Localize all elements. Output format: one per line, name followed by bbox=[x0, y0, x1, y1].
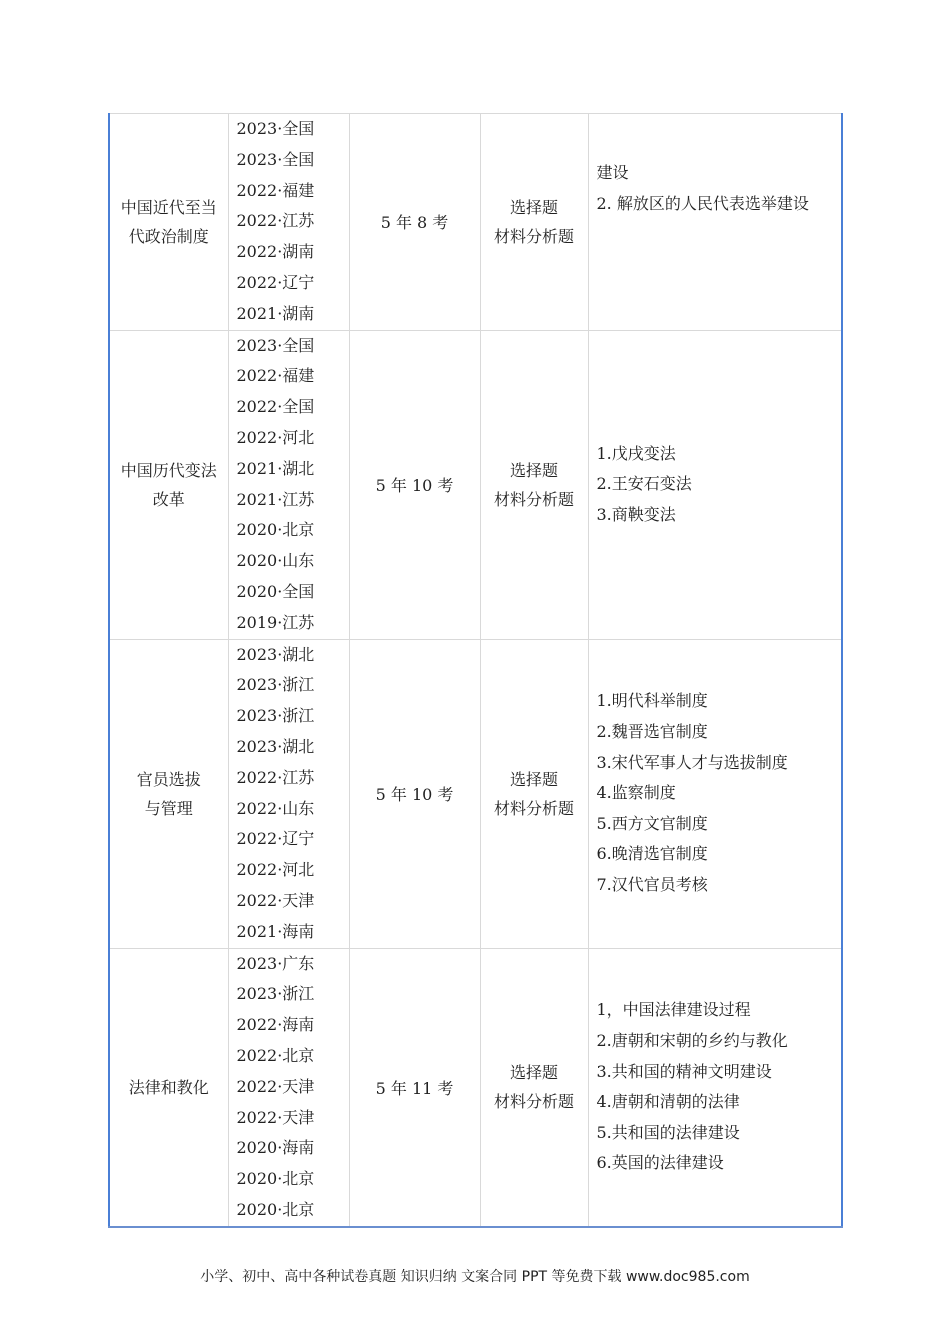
question-type-cell bbox=[480, 639, 588, 948]
exam-item: 2022·天津 bbox=[236, 1076, 315, 1096]
frequency-cell: 5 年 11 考 bbox=[349, 948, 480, 1227]
key-point: 7.汉代官员考核 bbox=[596, 875, 708, 895]
question-type-cell bbox=[480, 114, 588, 331]
exam-item: 2022·辽宁 bbox=[236, 272, 315, 292]
exam-item: 2023·全国 bbox=[236, 119, 315, 138]
exam-item: 2020·北京 bbox=[236, 1169, 315, 1189]
exam-item: 2022·山东 bbox=[236, 798, 315, 818]
topic-line: 中国历代变法 bbox=[120, 460, 217, 480]
topic-line: 改革 bbox=[152, 489, 185, 509]
exam-item: 2022·辽宁 bbox=[236, 829, 315, 849]
question-type: 材料分析题 bbox=[493, 1092, 574, 1112]
key-point: 6.英国的法律建设 bbox=[596, 1153, 724, 1173]
exam-item: 2023·浙江 bbox=[236, 984, 315, 1004]
key-points-cell bbox=[588, 330, 842, 639]
exam-item: 2019·江苏 bbox=[236, 612, 315, 632]
exam-item: 2023·湖北 bbox=[236, 736, 315, 756]
table-row bbox=[109, 330, 842, 639]
topic-line: 官员选拔 bbox=[136, 769, 201, 789]
exam-item: 2022·湖南 bbox=[236, 242, 315, 262]
frequency-cell: 5 年 8 考 bbox=[349, 114, 480, 331]
key-point: 3.共和国的精神文明建设 bbox=[596, 1061, 772, 1081]
exam-item: 2023·广东 bbox=[236, 953, 315, 973]
exam-item: 2022·北京 bbox=[236, 1045, 315, 1065]
key-point: 4.唐朝和清朝的法律 bbox=[596, 1092, 740, 1112]
page-footer: 小学、初中、高中各种试卷真题 知识归纳 文案合同 PPT 等免费下载 www.doc985.com bbox=[200, 1269, 750, 1285]
exam-item: 2022·福建 bbox=[236, 180, 315, 200]
exam-list-cell bbox=[228, 948, 349, 1227]
exam-item: 2021·江苏 bbox=[236, 489, 315, 509]
key-point: 2. 解放区的人民代表选举建设 bbox=[596, 193, 809, 213]
question-type: 选择题 bbox=[509, 1063, 558, 1083]
key-point: 3.商鞅变法 bbox=[596, 504, 676, 524]
exam-item: 2022·天津 bbox=[236, 1107, 315, 1127]
question-type-cell bbox=[480, 330, 588, 639]
exam-item: 2022·河北 bbox=[236, 860, 315, 880]
exam-list-cell bbox=[228, 639, 349, 948]
exam-item: 2022·福建 bbox=[236, 366, 315, 386]
table-row bbox=[109, 114, 842, 331]
topic-line: 中国近代至当 bbox=[120, 197, 217, 217]
key-point: 1.戊戌变法 bbox=[596, 443, 676, 463]
key-points-cell bbox=[588, 114, 842, 331]
key-point: 5.共和国的法律建设 bbox=[596, 1122, 740, 1142]
topic-cell bbox=[109, 948, 228, 1227]
frequency-cell: 5 年 10 考 bbox=[349, 330, 480, 639]
key-points-cell bbox=[588, 639, 842, 948]
exam-item: 2022·全国 bbox=[236, 397, 315, 417]
exam-item: 2021·湖南 bbox=[236, 303, 315, 323]
topic-cell bbox=[109, 330, 228, 639]
exam-item: 2020·北京 bbox=[236, 520, 315, 540]
key-point: 2.魏晋选官制度 bbox=[596, 722, 708, 742]
key-point: 4.监察制度 bbox=[596, 783, 676, 803]
exam-item: 2023·湖北 bbox=[236, 644, 315, 664]
table-row bbox=[109, 639, 842, 948]
question-type: 材料分析题 bbox=[493, 489, 574, 509]
exam-item: 2022·河北 bbox=[236, 427, 315, 447]
key-point: 1.明代科举制度 bbox=[596, 691, 708, 711]
question-type: 选择题 bbox=[509, 197, 558, 217]
question-type: 选择题 bbox=[509, 769, 558, 789]
exam-item: 2023·浙江 bbox=[236, 706, 315, 726]
key-point: 1，中国法律建设过程 bbox=[596, 1000, 751, 1020]
question-type: 材料分析题 bbox=[493, 226, 574, 246]
exam-item: 2022·江苏 bbox=[236, 767, 315, 787]
question-type-cell bbox=[480, 948, 588, 1227]
topic-line: 与管理 bbox=[144, 798, 193, 818]
topic-cell bbox=[109, 114, 228, 331]
question-type: 材料分析题 bbox=[493, 798, 574, 818]
question-type: 选择题 bbox=[509, 460, 558, 480]
topic-cell bbox=[109, 639, 228, 948]
topic-line: 法律和教化 bbox=[128, 1077, 209, 1097]
exam-item: 2023·全国 bbox=[236, 335, 315, 355]
topic-line: 代政治制度 bbox=[128, 226, 209, 246]
key-point: 3.宋代军事人才与选拔制度 bbox=[596, 752, 788, 772]
exam-item: 2020·北京 bbox=[236, 1199, 315, 1219]
exam-item: 2023·浙江 bbox=[236, 675, 315, 695]
exam-analysis-table bbox=[108, 113, 843, 1228]
frequency-cell: 5 年 10 考 bbox=[349, 639, 480, 948]
exam-item: 2021·海南 bbox=[236, 921, 315, 941]
exam-item: 2020·海南 bbox=[236, 1138, 315, 1158]
exam-list-cell bbox=[228, 114, 349, 331]
exam-item: 2020·山东 bbox=[236, 551, 315, 571]
key-points-cell bbox=[588, 948, 842, 1227]
key-point: 建设 bbox=[596, 163, 629, 182]
key-point: 2.王安石变法 bbox=[596, 474, 692, 494]
exam-item: 2022·天津 bbox=[236, 890, 315, 910]
exam-item: 2021·湖北 bbox=[236, 458, 315, 478]
exam-item: 2022·江苏 bbox=[236, 211, 315, 231]
table-row bbox=[109, 948, 842, 1227]
key-point: 5.西方文官制度 bbox=[596, 813, 708, 833]
exam-item: 2020·全国 bbox=[236, 581, 315, 601]
key-point: 2.唐朝和宋朝的乡约与教化 bbox=[596, 1030, 788, 1050]
exam-list-cell bbox=[228, 330, 349, 639]
key-point: 6.晚清选官制度 bbox=[596, 844, 708, 864]
exam-item: 2022·海南 bbox=[236, 1015, 315, 1035]
exam-item: 2023·全国 bbox=[236, 149, 315, 169]
